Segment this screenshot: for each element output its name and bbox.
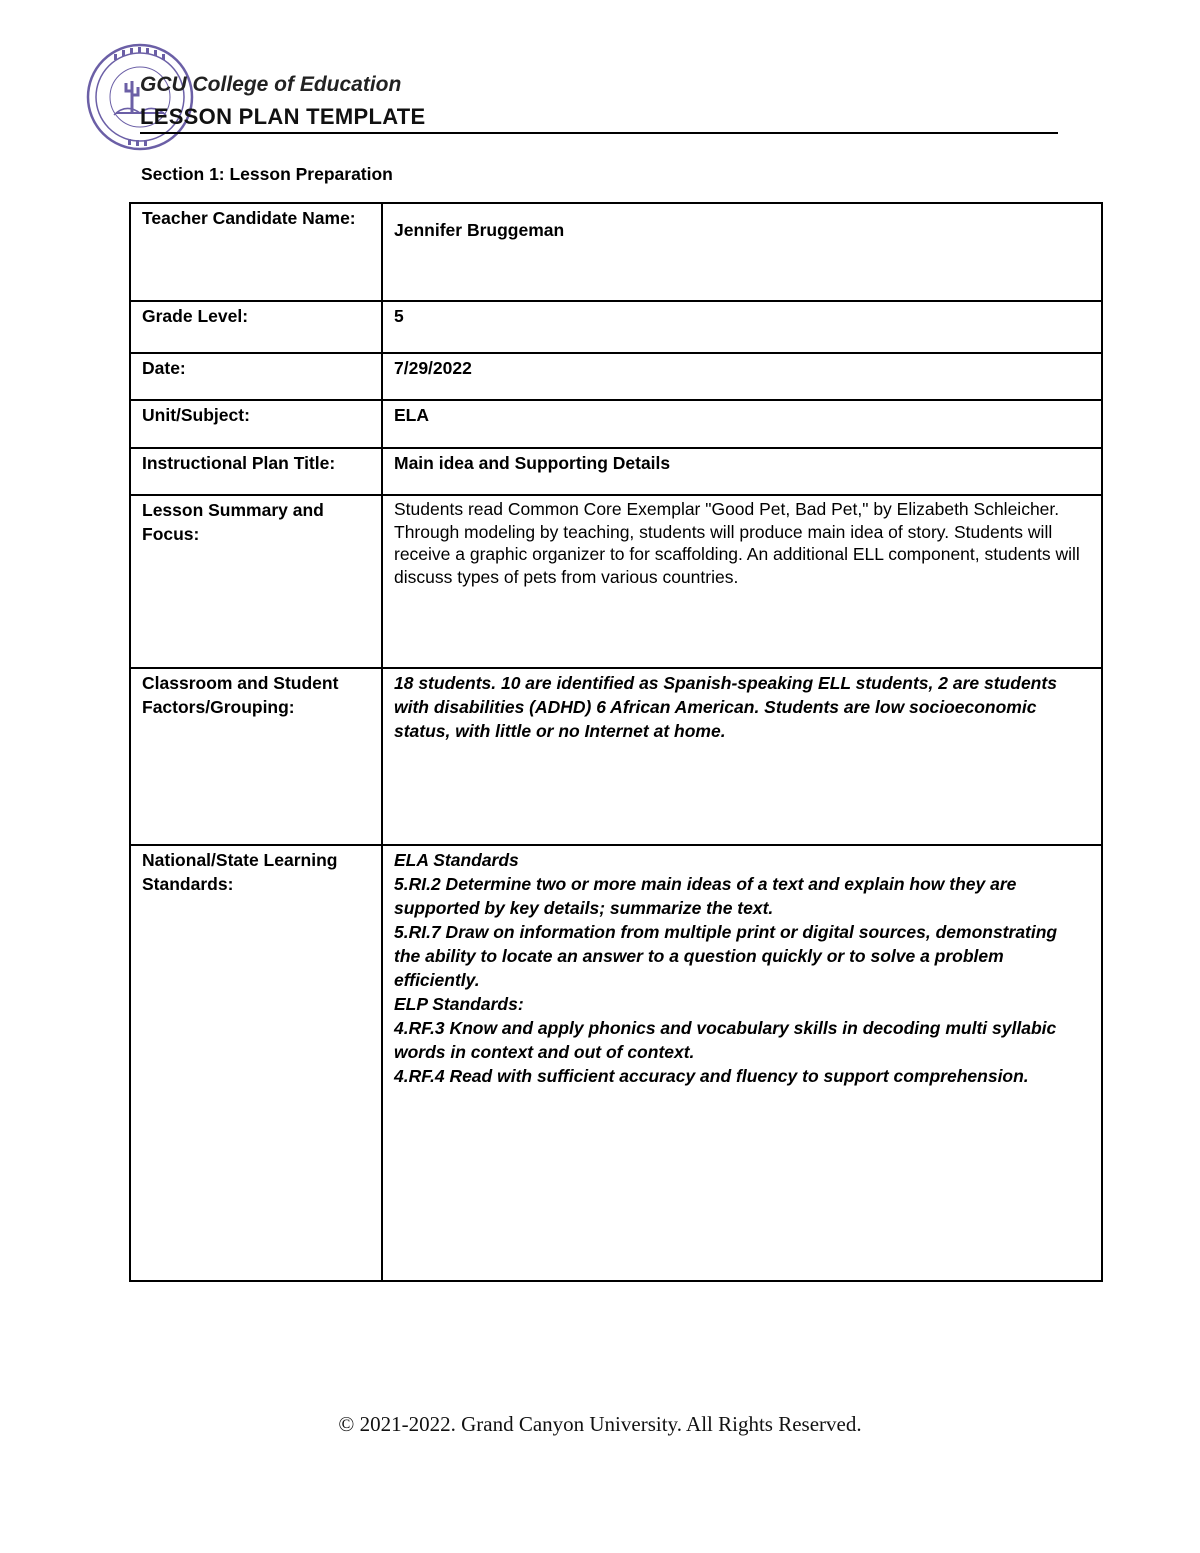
row-label: Instructional Plan Title: <box>130 448 382 495</box>
row-label: Grade Level: <box>130 301 382 353</box>
teacher-name-value: Jennifer Bruggeman <box>382 203 1102 301</box>
row-label: Lesson Summary and Focus: <box>130 495 382 668</box>
table-row <box>130 203 1102 301</box>
row-label: Date: <box>130 353 382 400</box>
learning-standards-value <box>382 845 1102 1281</box>
table-row <box>130 400 1102 448</box>
standards-line: the ability to locate an answer to a question quickly or to solve a problem efficiently. <box>394 946 1004 990</box>
section-heading: Section 1: Lesson Preparation <box>141 164 393 184</box>
lesson-summary-value: Students read Common Core Exemplar "Good Pet, Bad Pet," by Elizabeth Schleicher. Through modeling by teaching, students will produce main idea of story. Students will receive a graphic organizer to for scaffolding. An additional ELL component, students will discuss types of pets from various countries. <box>382 495 1102 668</box>
university-seal-logo <box>86 43 194 151</box>
copyright-footer: © 2021-2022. Grand Canyon University. All Rights Reserved. <box>338 1412 862 1436</box>
row-label: Unit/Subject: <box>130 400 382 448</box>
unit-subject-value: ELA <box>382 400 1102 448</box>
standards-line: ELA Standards <box>394 850 519 870</box>
document-title: LESSON PLAN TEMPLATE <box>140 104 426 129</box>
table-row <box>130 353 1102 400</box>
row-label: National/State Learning Standards: <box>130 845 382 1281</box>
grade-level-value: 5 <box>382 301 1102 353</box>
row-label: Classroom and Student Factors/Grouping: <box>130 668 382 845</box>
table-row <box>130 668 1102 845</box>
table-row <box>130 448 1102 495</box>
standards-line: 4.RF.4 Read with sufficient accuracy and fluency to support comprehension. <box>394 1066 1029 1086</box>
instructional-plan-title-value: Main idea and Supporting Details <box>382 448 1102 495</box>
header-divider <box>140 132 1058 134</box>
date-value: 7/29/2022 <box>382 353 1102 400</box>
college-name: GCU College of Education <box>140 73 402 96</box>
table-row <box>130 495 1102 668</box>
standards-line: words in context and out of context. <box>394 1042 695 1062</box>
standards-line: 4.RF.3 Know and apply phonics and vocabulary skills in decoding multi syllabic <box>394 1018 1057 1038</box>
classroom-factors-value: 18 students. 10 are identified as Spanish-speaking ELL students, 2 are students with disabilities (ADHD) 6 African American. Students are low socioeconomic status, with little or no Internet at home. <box>382 668 1102 845</box>
row-label: Teacher Candidate Name: <box>130 203 382 301</box>
standards-line: 5.RI.7 Draw on information from multiple print or digital sources, demonstrating <box>394 922 1058 942</box>
standards-line: 5.RI.2 Determine two or more main ideas of a text and explain how they are supported by key details; summarize the text. <box>394 874 1017 918</box>
standards-line: ELP Standards: <box>394 994 524 1014</box>
table-row <box>130 845 1102 1281</box>
lesson-preparation-table <box>129 202 1103 1282</box>
table-row <box>130 301 1102 353</box>
